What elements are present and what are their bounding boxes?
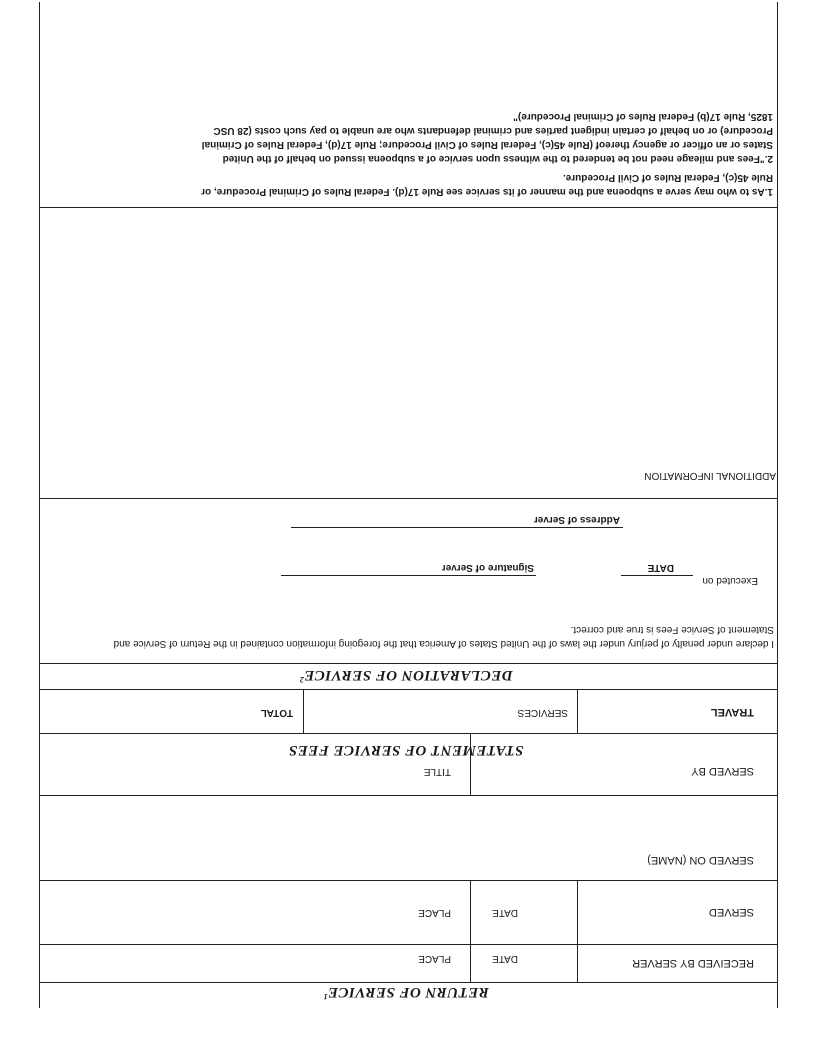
signature-of-server-field[interactable] [281, 576, 536, 596]
frame-left [777, 2, 778, 1008]
total-label: TOTAL [260, 707, 293, 718]
additional-information-area[interactable] [44, 214, 774, 464]
signature-line [281, 575, 536, 576]
rule [470, 881, 471, 983]
declaration-of-service-title: DECLARATION OF SERVICE$^2$ [299, 667, 513, 684]
signature-of-server-label: Signature of Server [441, 562, 534, 573]
footnote-1: 1.As to who may serve a subpoena and the manner of its service see Rule 17(d). Federal Rules of Criminal Procedure, or Rule 45(c), Federal Rules of Civil Procedure. [201, 172, 773, 197]
rule [40, 733, 778, 734]
return-of-service-title: RETURN OF SERVICE$^1$ [323, 984, 489, 1001]
title-label: TITLE [423, 766, 451, 777]
rule [40, 795, 778, 796]
rule [40, 689, 778, 690]
travel-label: TRAVEL [710, 706, 754, 718]
address-line [291, 527, 623, 528]
services-label: SERVICES [517, 707, 568, 718]
address-of-server-label: Address of Server [533, 514, 620, 525]
rule [577, 690, 578, 734]
served-place-label: PLACE [418, 907, 451, 918]
rule [40, 944, 778, 945]
declaration-text: I declare under penalty of perjury under the laws of the United States of America that the foregoing information contained in the Return of Service and Statement of Service Fees is true and correct. [113, 624, 774, 649]
rule [40, 498, 778, 499]
served-date-label: DATE [492, 907, 518, 918]
rule [40, 982, 778, 983]
rule [40, 880, 778, 881]
received-place-label: PLACE [418, 953, 451, 964]
served-by-label: SERVED BY [691, 765, 754, 777]
executed-on-label: Executed on [702, 575, 758, 586]
rule [40, 663, 778, 664]
date-caption: DATE [647, 562, 674, 573]
received-date-label: DATE [492, 953, 518, 964]
address-of-server-field[interactable] [291, 528, 623, 546]
served-on-label: SERVED ON (NAME) [647, 854, 754, 866]
additional-information-label: ADDITIONAL INFORMATION [644, 470, 776, 481]
received-by-server-label: RECEIVED BY SERVER [632, 957, 754, 969]
rule [303, 690, 304, 734]
rule [577, 881, 578, 983]
statement-of-service-fees-title: STATEMENT OF SERVICE FEES [288, 742, 524, 758]
frame-bottom [40, 207, 778, 208]
footnote-2: 2."Fees and mileage need not be tendered to the witness upon service of a subpoena issued on behalf of the United States or an officer or agency thereof (Rule 45(c), Federal Rules of Civil Procedure; Rule 17(d), Federal Rules of Criminal Procedure) or on behalf of certain indigent parties and criminal defendants who are unable to pay such costs (28 USC 1825, Rule 17(b) Federal Rules of Criminal Procedure)" [201, 111, 773, 164]
date-line [621, 575, 693, 576]
frame-right [39, 2, 40, 1008]
served-label: SERVED [708, 906, 754, 918]
